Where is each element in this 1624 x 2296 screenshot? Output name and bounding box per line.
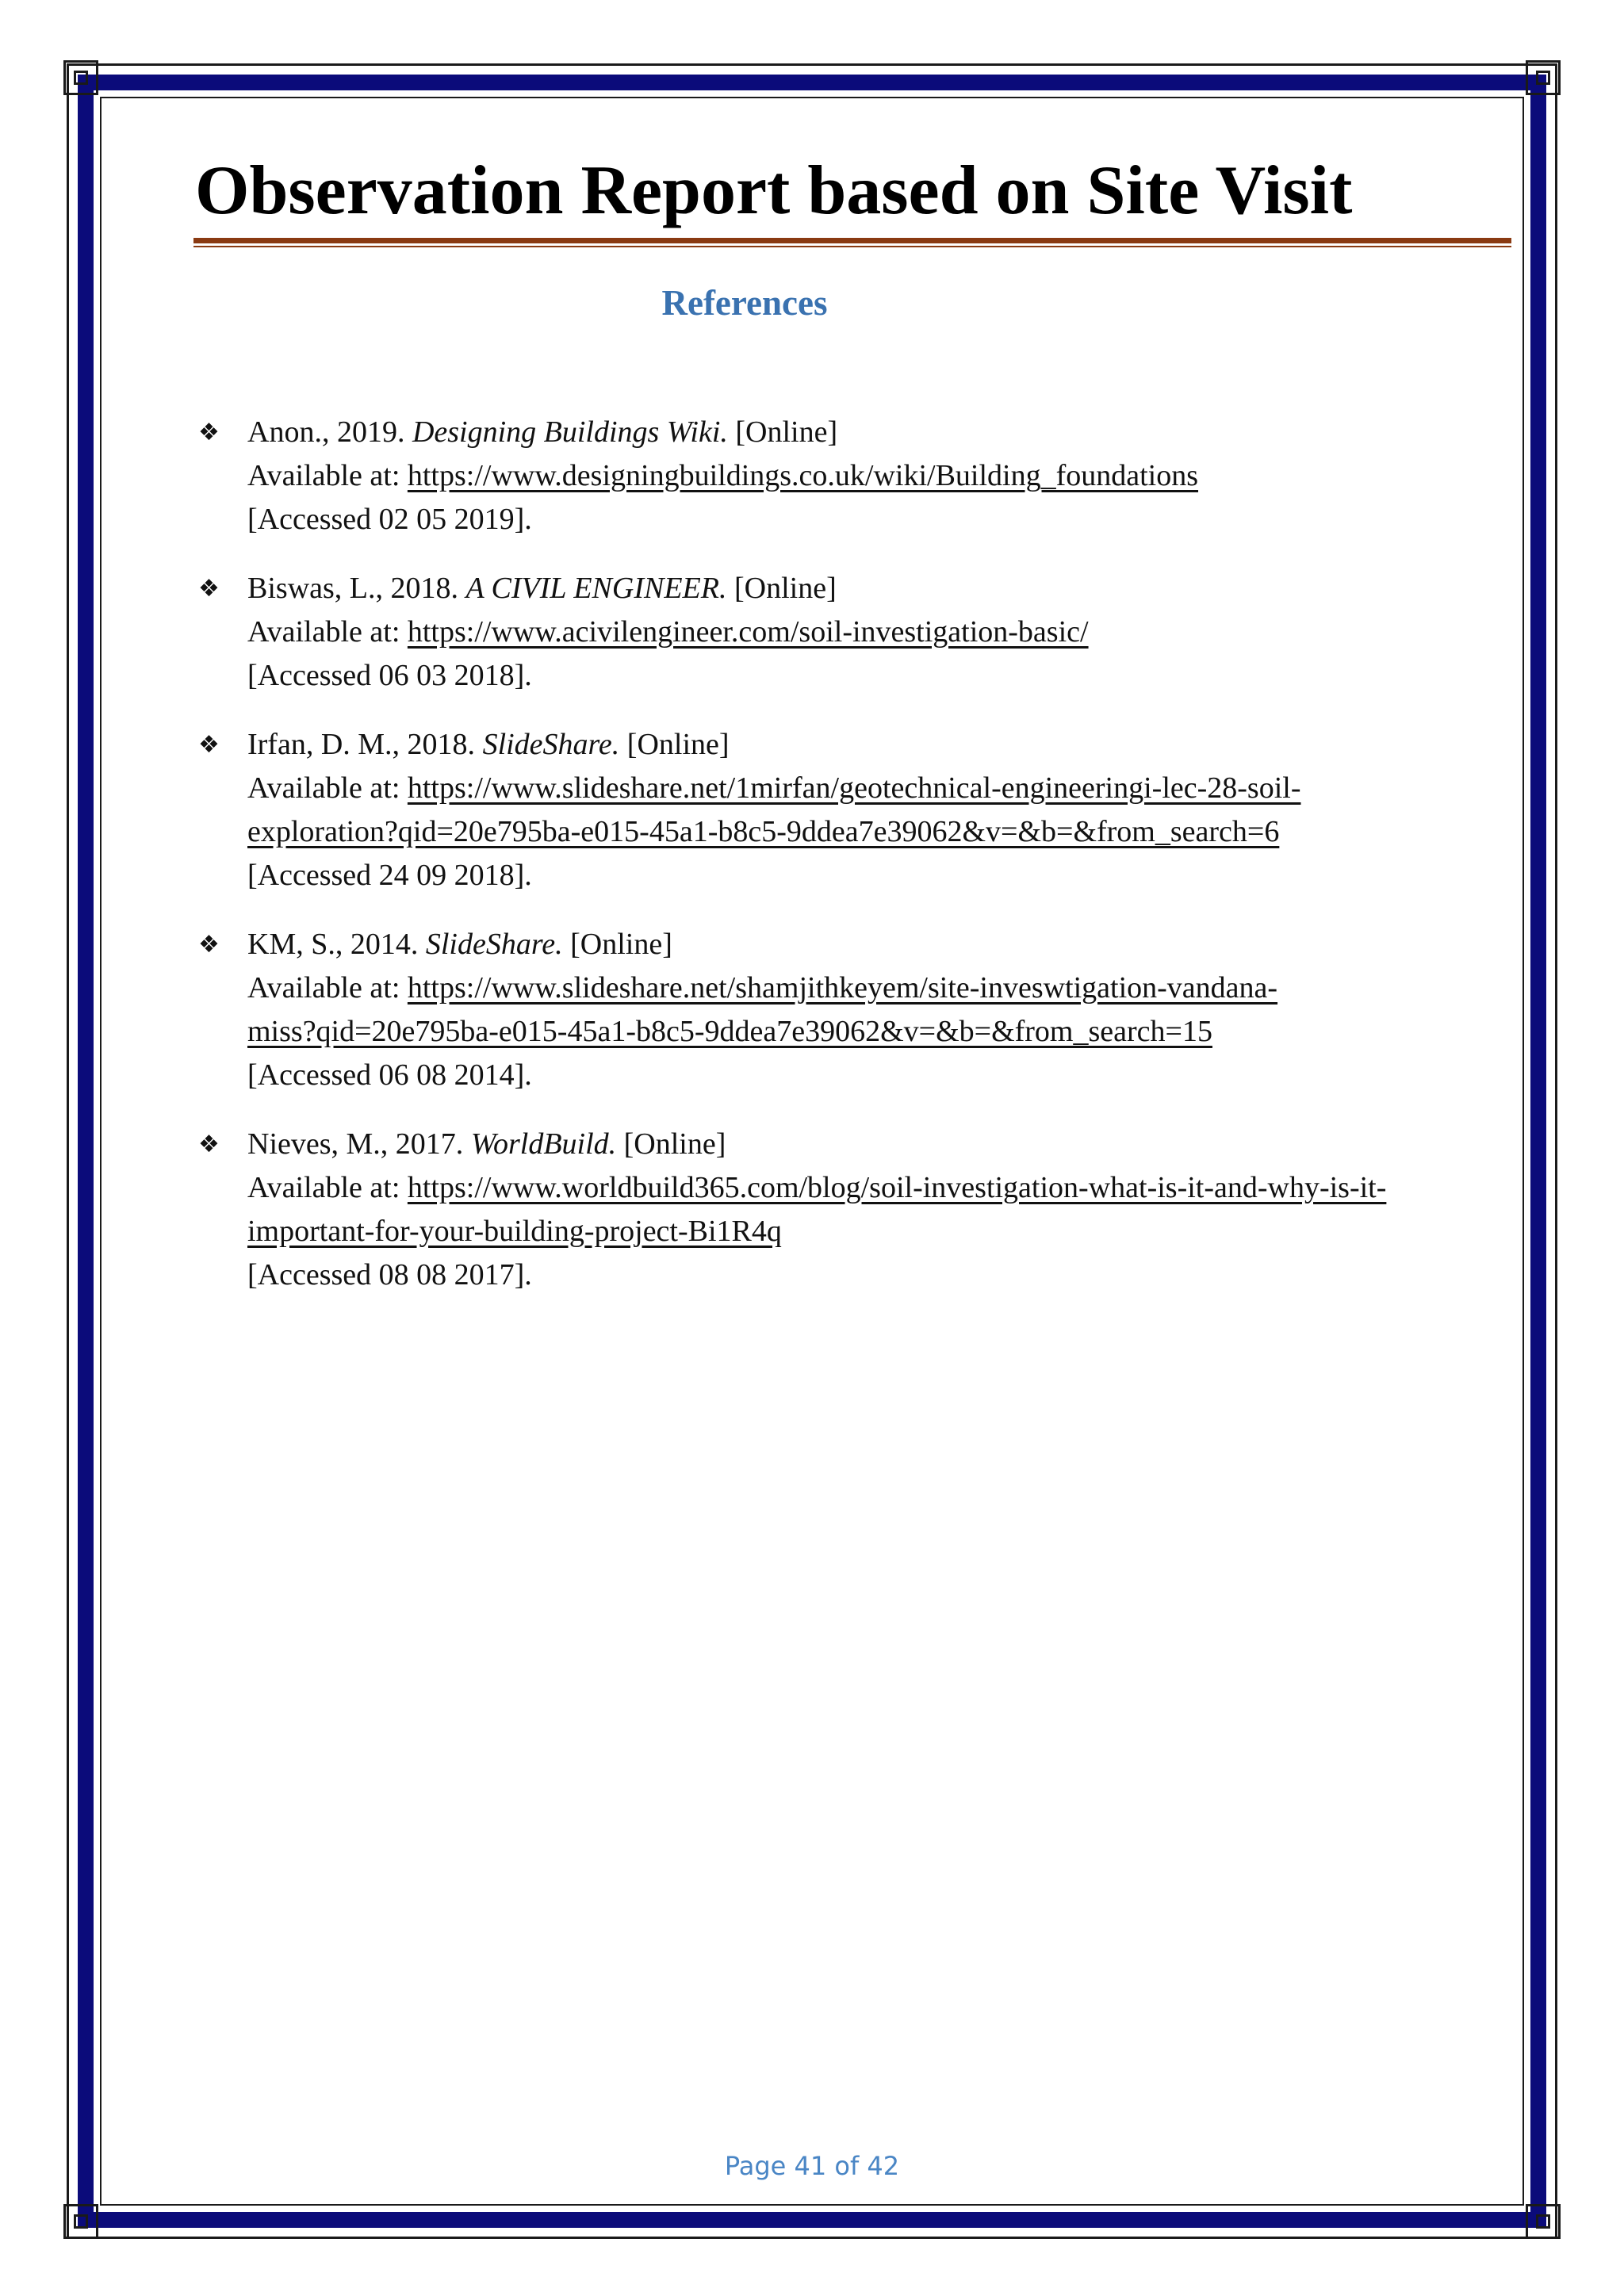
reference-heading-line [247, 1123, 1511, 1166]
diamond-bullet-icon: ❖ [198, 931, 220, 959]
diamond-bullet-icon: ❖ [198, 575, 220, 603]
reference-item [195, 923, 1511, 1097]
reference-citation: Irfan, D. M., 2018. [247, 728, 476, 761]
reference-url-line [247, 454, 1511, 498]
frame-corner-bottom-left [63, 2204, 98, 2239]
diamond-bullet-icon: ❖ [198, 1131, 220, 1158]
available-label: Available at: [247, 615, 400, 649]
reference-heading-line [247, 723, 1511, 767]
reference-accessed: [Accessed 06 08 2014]. [247, 1058, 532, 1092]
header-rule-thin [193, 246, 1511, 247]
reference-url-line [247, 767, 1511, 810]
reference-medium: [Online] [733, 572, 837, 605]
reference-accessed: [Accessed 02 05 2019]. [247, 503, 532, 536]
reference-medium: [Online] [623, 1127, 726, 1161]
available-label: Available at: [247, 1171, 400, 1204]
reference-url-line-continued [247, 810, 1511, 854]
diamond-bullet-icon: ❖ [198, 731, 220, 759]
reference-url-line [247, 610, 1511, 654]
reference-link[interactable]: https://www.designingbuildings.co.uk/wiki/Building_foundations [407, 459, 1199, 492]
frame-corner-top-left [63, 60, 98, 95]
reference-item [195, 411, 1511, 541]
reference-medium: [Online] [735, 415, 838, 449]
reference-link-continued[interactable]: miss?qid=20e795ba-e015-45a1-b8c5-9ddea7e39062&v=&b=&from_search=15 [247, 1015, 1212, 1048]
reference-heading-line [247, 567, 1511, 610]
reference-link[interactable]: https://www.slideshare.net/1mirfan/geotechnical-engineeringi-lec-28-soil- [407, 771, 1301, 805]
reference-title: WorldBuild. [470, 1127, 617, 1161]
reference-accessed: [Accessed 08 08 2017]. [247, 1258, 532, 1292]
reference-citation: KM, S., 2014. [247, 928, 419, 961]
reference-item [195, 1123, 1511, 1297]
reference-url-line-continued [247, 1210, 1511, 1253]
reference-citation: Nieves, M., 2017. [247, 1127, 464, 1161]
reference-item [195, 723, 1511, 897]
reference-link[interactable]: https://www.worldbuild365.com/blog/soil-investigation-what-is-it-and-why-is-it- [407, 1171, 1387, 1204]
reference-citation: Anon., 2019. [247, 415, 405, 449]
section-title: References [661, 283, 828, 323]
reference-link-continued[interactable]: important-for-your-building-project-Bi1R4q [247, 1215, 782, 1248]
reference-title: A CIVIL ENGINEER. [465, 572, 727, 605]
available-label: Available at: [247, 771, 400, 805]
reference-citation: Biswas, L., 2018. [247, 572, 458, 605]
reference-medium: [Online] [570, 928, 672, 961]
reference-link[interactable]: https://www.acivilengineer.com/soil-investigation-basic/ [407, 615, 1089, 649]
reference-medium: [Online] [626, 728, 730, 761]
reference-url-line-continued [247, 1010, 1511, 1054]
available-label: Available at: [247, 459, 400, 492]
reference-url-line [247, 1166, 1511, 1210]
reference-url-line [247, 966, 1511, 1010]
reference-link-continued[interactable]: exploration?qid=20e795ba-e015-45a1-b8c5-9ddea7e39062&v=&b=&from_search=6 [247, 815, 1280, 848]
reference-title: Designing Buildings Wiki. [412, 415, 728, 449]
document-title: Observation Report based on Site Visit [195, 152, 1353, 229]
reference-list [195, 411, 1511, 1322]
available-label: Available at: [247, 971, 400, 1004]
reference-accessed: [Accessed 06 03 2018]. [247, 659, 532, 692]
reference-title: SlideShare. [482, 728, 620, 761]
frame-corner-bottom-right [1526, 2204, 1561, 2239]
reference-accessed: [Accessed 24 09 2018]. [247, 859, 532, 892]
reference-title: SlideShare. [425, 928, 563, 961]
reference-heading-line [247, 411, 1511, 454]
page-number: Page 41 of 42 [724, 2151, 900, 2181]
diamond-bullet-icon: ❖ [198, 419, 220, 446]
header-rule [193, 238, 1511, 243]
frame-corner-top-right [1526, 60, 1561, 95]
reference-heading-line [247, 923, 1511, 966]
reference-link[interactable]: https://www.slideshare.net/shamjithkeyem/site-inveswtigation-vandana- [407, 971, 1278, 1004]
reference-item [195, 567, 1511, 698]
